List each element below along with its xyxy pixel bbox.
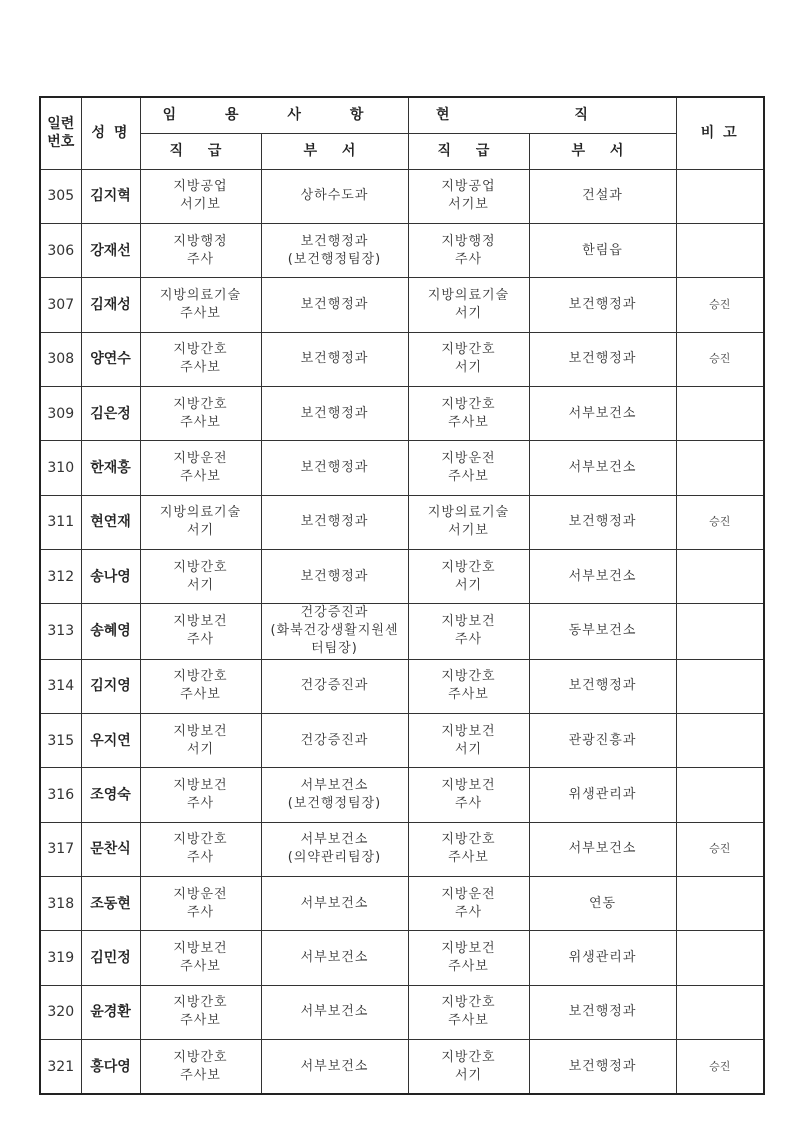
current-rank: 지방간호 주사보 xyxy=(408,659,529,713)
row-number: 320 xyxy=(40,985,81,1039)
current-dept: 보건행정과 xyxy=(529,278,676,332)
current-rank: 지방간호 주사보 xyxy=(408,822,529,876)
table-row xyxy=(40,278,764,332)
appointment-rank: 지방보건 서기 xyxy=(140,713,261,767)
row-number: 311 xyxy=(40,495,81,549)
note-header: 비 고 xyxy=(676,97,764,169)
person-name: 문찬식 xyxy=(81,822,140,876)
table-row xyxy=(40,441,764,495)
appointment-dept: 서부보건소 xyxy=(261,931,408,985)
name-header: 성 명 xyxy=(81,97,140,169)
table-row xyxy=(40,822,764,876)
note xyxy=(676,659,764,713)
current-dept: 서부보건소 xyxy=(529,822,676,876)
person-name: 김재성 xyxy=(81,278,140,332)
table-row xyxy=(40,604,764,659)
row-number: 305 xyxy=(40,169,81,223)
row-number: 316 xyxy=(40,768,81,822)
current-dept: 보건행정과 xyxy=(529,332,676,386)
table-row xyxy=(40,931,764,985)
appointment-dept: 서부보건소 (보건행정팀장) xyxy=(261,768,408,822)
row-number: 315 xyxy=(40,713,81,767)
current-rank: 지방보건 서기 xyxy=(408,713,529,767)
person-name: 현연재 xyxy=(81,495,140,549)
appointment-rank: 지방간호 주사보 xyxy=(140,985,261,1039)
note xyxy=(676,768,764,822)
person-name: 김민정 xyxy=(81,931,140,985)
table-row xyxy=(40,549,764,603)
current-position-header: 현 직 xyxy=(408,97,676,133)
appointment-rank: 지방의료기술 서기 xyxy=(140,495,261,549)
person-name: 한재홍 xyxy=(81,441,140,495)
personnel-table xyxy=(39,96,765,1095)
current-dept: 보건행정과 xyxy=(529,1040,676,1095)
current-rank: 지방운전 주사 xyxy=(408,876,529,930)
table-row xyxy=(40,768,764,822)
current-dept: 위생관리과 xyxy=(529,931,676,985)
row-number: 313 xyxy=(40,604,81,659)
row-number: 314 xyxy=(40,659,81,713)
note xyxy=(676,931,764,985)
current-dept: 관광진흥과 xyxy=(529,713,676,767)
row-number: 317 xyxy=(40,822,81,876)
appointment-rank: 지방운전 주사보 xyxy=(140,441,261,495)
current-dept: 동부보건소 xyxy=(529,604,676,659)
appointment-dept: 보건행정과 xyxy=(261,278,408,332)
appointment-dept: 서부보건소 xyxy=(261,985,408,1039)
header-row-1 xyxy=(40,97,764,133)
note xyxy=(676,985,764,1039)
person-name: 양연수 xyxy=(81,332,140,386)
row-number: 309 xyxy=(40,386,81,440)
row-number: 319 xyxy=(40,931,81,985)
note xyxy=(676,876,764,930)
appointment-dept: 보건행정과 xyxy=(261,549,408,603)
person-name: 강재선 xyxy=(81,223,140,277)
row-number: 308 xyxy=(40,332,81,386)
current-rank: 지방보건 주사 xyxy=(408,604,529,659)
current-dept: 보건행정과 xyxy=(529,495,676,549)
note: 승진 xyxy=(676,822,764,876)
person-name: 김지영 xyxy=(81,659,140,713)
header-row-2 xyxy=(40,133,764,169)
row-number: 318 xyxy=(40,876,81,930)
person-name: 조영숙 xyxy=(81,768,140,822)
person-name: 조동현 xyxy=(81,876,140,930)
appointment-dept: 서부보건소 xyxy=(261,1040,408,1095)
note xyxy=(676,223,764,277)
current-rank: 지방공업 서기보 xyxy=(408,169,529,223)
current-rank: 지방운전 주사보 xyxy=(408,441,529,495)
note: 승진 xyxy=(676,278,764,332)
appointment-header: 임 용 사 항 xyxy=(140,97,408,133)
appointment-rank: 지방보건 주사 xyxy=(140,768,261,822)
current-dept: 건설과 xyxy=(529,169,676,223)
current-dept: 서부보건소 xyxy=(529,441,676,495)
appointment-dept: 보건행정과 xyxy=(261,332,408,386)
appointment-rank: 지방의료기술 주사보 xyxy=(140,278,261,332)
current-rank: 지방의료기술 서기보 xyxy=(408,495,529,549)
table-row xyxy=(40,386,764,440)
current-rank-header: 직 급 xyxy=(408,133,529,169)
appointment-rank: 지방보건 주사보 xyxy=(140,931,261,985)
appointment-dept: 건강증진과 xyxy=(261,659,408,713)
appointment-dept: 건강증진과 xyxy=(261,713,408,767)
note xyxy=(676,441,764,495)
appointment-rank: 지방운전 주사 xyxy=(140,876,261,930)
table-row xyxy=(40,169,764,223)
current-dept-header: 부 서 xyxy=(529,133,676,169)
appointment-dept: 보건행정과 xyxy=(261,441,408,495)
note xyxy=(676,549,764,603)
person-name: 송나영 xyxy=(81,549,140,603)
appointment-rank: 지방간호 주사보 xyxy=(140,386,261,440)
table-row xyxy=(40,713,764,767)
table-row xyxy=(40,985,764,1039)
current-rank: 지방간호 서기 xyxy=(408,549,529,603)
table-row xyxy=(40,332,764,386)
current-rank: 지방간호 주사보 xyxy=(408,386,529,440)
note xyxy=(676,604,764,659)
current-dept: 보건행정과 xyxy=(529,659,676,713)
current-rank: 지방보건 주사보 xyxy=(408,931,529,985)
appointment-dept: 보건행정과 xyxy=(261,495,408,549)
note xyxy=(676,386,764,440)
appointment-dept: 서부보건소 (의약관리팀장) xyxy=(261,822,408,876)
current-dept: 서부보건소 xyxy=(529,386,676,440)
appointment-dept-header: 부 서 xyxy=(261,133,408,169)
row-number: 310 xyxy=(40,441,81,495)
current-dept: 연동 xyxy=(529,876,676,930)
current-dept: 보건행정과 xyxy=(529,985,676,1039)
person-name: 우지연 xyxy=(81,713,140,767)
table-row xyxy=(40,1040,764,1095)
note: 승진 xyxy=(676,1040,764,1095)
note xyxy=(676,713,764,767)
appointment-rank-header: 직 급 xyxy=(140,133,261,169)
note xyxy=(676,169,764,223)
person-name: 윤경환 xyxy=(81,985,140,1039)
current-rank: 지방간호 주사보 xyxy=(408,985,529,1039)
appointment-rank: 지방간호 서기 xyxy=(140,549,261,603)
current-dept: 위생관리과 xyxy=(529,768,676,822)
appointment-dept: 보건행정과 (보건행정팀장) xyxy=(261,223,408,277)
appointment-rank: 지방간호 주사 xyxy=(140,822,261,876)
table-row xyxy=(40,659,764,713)
current-rank: 지방간호 서기 xyxy=(408,1040,529,1095)
index-header: 일련 번호 xyxy=(40,97,81,169)
current-rank: 지방행정 주사 xyxy=(408,223,529,277)
person-name: 송혜영 xyxy=(81,604,140,659)
appointment-dept: 서부보건소 xyxy=(261,876,408,930)
appointment-dept: 보건행정과 xyxy=(261,386,408,440)
appointment-rank: 지방행정 주사 xyxy=(140,223,261,277)
row-number: 321 xyxy=(40,1040,81,1095)
note: 승진 xyxy=(676,332,764,386)
appointment-rank: 지방간호 주사보 xyxy=(140,1040,261,1095)
row-number: 306 xyxy=(40,223,81,277)
table-row xyxy=(40,223,764,277)
current-dept: 서부보건소 xyxy=(529,549,676,603)
current-rank: 지방간호 서기 xyxy=(408,332,529,386)
current-rank: 지방보건 주사 xyxy=(408,768,529,822)
current-rank: 지방의료기술 서기 xyxy=(408,278,529,332)
row-number: 307 xyxy=(40,278,81,332)
table-row xyxy=(40,876,764,930)
row-number: 312 xyxy=(40,549,81,603)
person-name: 홍다영 xyxy=(81,1040,140,1095)
person-name: 김은정 xyxy=(81,386,140,440)
note: 승진 xyxy=(676,495,764,549)
appointment-rank: 지방공업 서기보 xyxy=(140,169,261,223)
appointment-dept: 건강증진과 (화북건강생활지원센 터팀장) xyxy=(261,604,408,659)
appointment-rank: 지방보건 주사 xyxy=(140,604,261,659)
appointment-rank: 지방간호 주사보 xyxy=(140,332,261,386)
table-row xyxy=(40,495,764,549)
current-dept: 한림읍 xyxy=(529,223,676,277)
appointment-rank: 지방간호 주사보 xyxy=(140,659,261,713)
person-name: 김지혁 xyxy=(81,169,140,223)
appointment-dept: 상하수도과 xyxy=(261,169,408,223)
